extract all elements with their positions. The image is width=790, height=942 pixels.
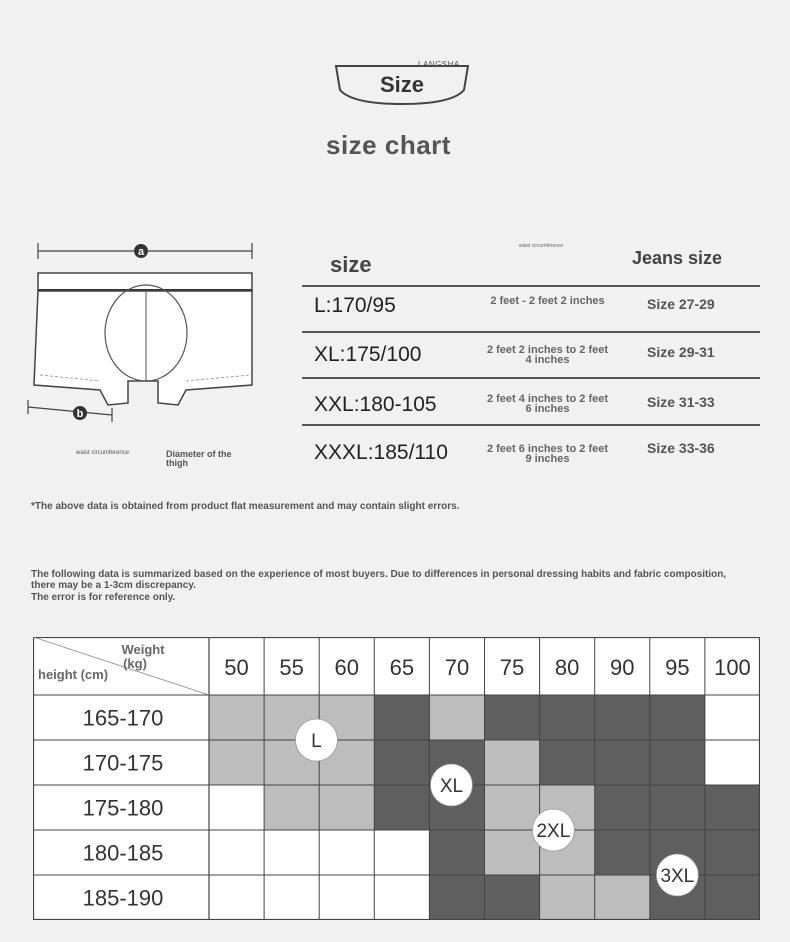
grid-cell <box>650 740 705 785</box>
grid-cell <box>319 875 374 920</box>
size-row-xxl: XXL:180-105 <box>314 393 437 416</box>
grid-cell <box>429 875 484 920</box>
weight-header: 55 <box>279 655 304 680</box>
height-label: 175-180 <box>82 795 164 821</box>
grid-cell <box>209 740 264 785</box>
weight-header: 65 <box>389 655 415 680</box>
grid-cell <box>209 875 264 920</box>
grid-cell <box>705 830 760 875</box>
grid-cell <box>595 695 650 740</box>
weight-header: 60 <box>334 655 359 680</box>
weight-header: 70 <box>444 655 470 680</box>
grid-cell <box>429 830 484 875</box>
size-badge-label: L <box>311 731 322 752</box>
jeans-row-xxxl: Size 33-36 <box>647 440 715 456</box>
page-title: size chart <box>326 130 451 160</box>
grid-cell <box>374 740 429 785</box>
header-waist: waist circumference <box>519 243 564 249</box>
table-divider <box>302 331 760 333</box>
grid-cell <box>485 785 540 830</box>
size-badge-label: 3XL <box>660 866 695 887</box>
waist-row-xxl: 2 feet 4 inches to 2 feet 6 inches <box>486 393 609 415</box>
grid-cell <box>705 785 760 830</box>
height-label: 185-190 <box>82 885 164 911</box>
note-flat-measurement: *The above data is obtained from product flat measurement and may contain slight errors. <box>31 501 460 512</box>
size-row-l: L:170/95 <box>314 294 396 317</box>
jeans-row-xxl: Size 31-33 <box>647 394 715 410</box>
badge-word: Size <box>379 72 425 97</box>
size-badge-label: XL <box>439 776 464 797</box>
corner-weight-label: Weight (kg) <box>121 642 165 671</box>
height-label: 170-175 <box>82 750 164 776</box>
waist-row-l: 2 feet - 2 feet 2 inches <box>490 295 605 307</box>
grid-cell <box>705 695 760 740</box>
grid-cell <box>595 740 650 785</box>
boxer-diagram <box>20 235 270 430</box>
corner-height-label: height (cm) <box>38 667 109 682</box>
height-label: 180-185 <box>82 840 164 866</box>
grid-cell <box>374 785 429 830</box>
grid-cell <box>264 785 319 830</box>
grid-cell <box>485 695 540 740</box>
note-reference-only: The error is for reference only. <box>31 592 176 603</box>
label-thigh-diameter: Diameter of the thigh <box>166 449 232 468</box>
grid-cell <box>540 875 595 920</box>
grid-cell <box>650 785 705 830</box>
grid-cell <box>374 875 429 920</box>
grid-cell <box>540 695 595 740</box>
size-recommendation-grid <box>33 637 760 920</box>
size-badge-label: 2XL <box>536 821 571 842</box>
marker-b: b <box>76 408 84 420</box>
header-size: size <box>330 252 372 277</box>
grid-cell <box>319 785 374 830</box>
size-row-xl: XL:175/100 <box>314 343 422 366</box>
grid-cell <box>209 830 264 875</box>
grid-cell <box>374 830 429 875</box>
label-waist-circumference: waist circumference <box>76 450 130 456</box>
grid-cell <box>374 695 429 740</box>
table-divider <box>302 377 760 379</box>
jeans-row-l: Size 27-29 <box>647 296 715 312</box>
jeans-row-xl: Size 29-31 <box>647 344 715 360</box>
grid-cell <box>209 695 264 740</box>
table-divider <box>302 285 760 287</box>
grid-cell <box>485 875 540 920</box>
grid-cell <box>485 740 540 785</box>
grid-cell <box>264 830 319 875</box>
grid-cell <box>705 875 760 920</box>
grid-cell <box>595 830 650 875</box>
height-label: 165-170 <box>82 705 164 731</box>
grid-cell <box>485 830 540 875</box>
grid-cell <box>209 785 264 830</box>
header-jeans-size: Jeans size <box>632 248 723 268</box>
waist-row-xl: 2 feet 2 inches to 2 feet 4 inches <box>486 344 609 366</box>
marker-a: a <box>137 246 145 258</box>
grid-cell <box>540 740 595 785</box>
weight-header: 95 <box>665 655 690 680</box>
brand-name: LANGSHA <box>418 60 460 69</box>
table-divider <box>302 424 760 426</box>
grid-cell <box>650 695 705 740</box>
weight-header: 80 <box>554 655 580 680</box>
waist-row-xxxl: 2 feet 6 inches to 2 feet 9 inches <box>486 443 609 465</box>
grid-cell <box>595 785 650 830</box>
grid-cell <box>319 830 374 875</box>
size-row-xxxl: XXXL:185/110 <box>314 441 448 464</box>
weight-header: 75 <box>499 655 525 680</box>
weight-header: 90 <box>610 655 635 680</box>
weight-header: 50 <box>224 655 249 680</box>
grid-cell <box>595 875 650 920</box>
grid-cell <box>264 875 319 920</box>
note-buyers-summary: The following data is summarized based on the experience of most buyers. Due to differences in personal dressing habits and fabric composition, there may be a 1-3cm discrepancy. <box>31 569 727 591</box>
grid-cell <box>429 695 484 740</box>
weight-header: 100 <box>714 655 751 680</box>
grid-cell <box>705 740 760 785</box>
